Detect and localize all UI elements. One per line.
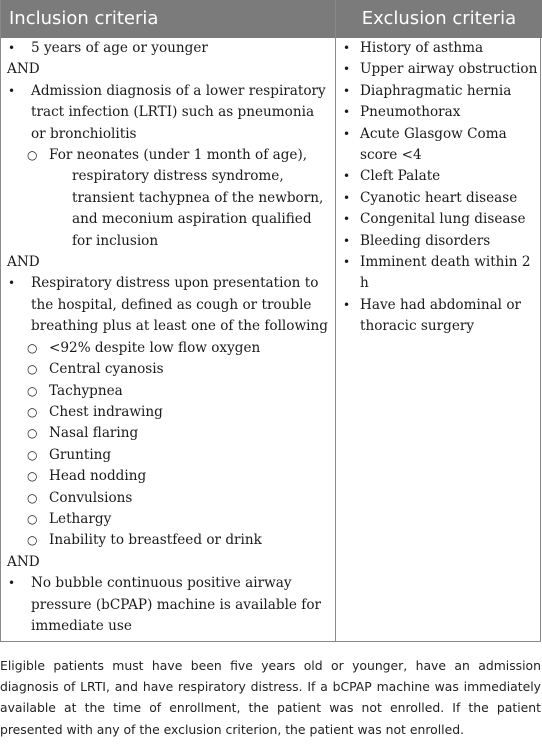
exclusion-item-text: Upper airway obstruction <box>360 61 538 78</box>
bullet-icon: • <box>8 576 16 591</box>
bullet-icon: • <box>343 105 351 120</box>
exclusion-item <box>342 295 538 338</box>
exclusion-item <box>342 252 538 295</box>
inclusion-item <box>7 38 331 59</box>
circle-bullet-icon: ○ <box>27 469 38 484</box>
inclusion-subitem <box>7 402 331 423</box>
bullet-icon: • <box>343 126 351 141</box>
exclusion-item <box>342 166 538 187</box>
exclusion-item-text: History of asthma <box>360 40 484 56</box>
and-connector: AND <box>7 61 40 78</box>
exclusion-column <box>342 38 538 338</box>
bullet-icon: • <box>343 233 351 248</box>
circle-bullet-icon: ○ <box>27 148 38 163</box>
inclusion-subitem <box>7 466 331 487</box>
inclusion-subitem-text: For neonates (under 1 month of age), respiratory distress syndrome, transient tachypnea of the newborn, and meconium aspiration qualified for inclusion <box>49 147 324 249</box>
bullet-icon: • <box>8 276 16 291</box>
inclusion-subitem-text: Grunting <box>49 446 112 463</box>
inclusion-subitem-text: Lethargy <box>49 510 112 527</box>
exclusion-item <box>342 209 538 230</box>
exclusion-item-text: Congenital lung disease <box>360 211 526 228</box>
inclusion-column <box>7 38 331 637</box>
inclusion-subitem-text: <92% despite low flow oxygen <box>49 339 261 356</box>
inclusion-subitem <box>7 509 331 530</box>
inclusion-item-text: Respiratory distress upon presentation to the hospital, defined as cough or trouble breathing plus at least one of the following <box>31 275 328 335</box>
inclusion-subitem <box>7 488 331 509</box>
inclusion-item-text: No bubble continuous positive airway pressure (bCPAP) machine is available for immediate use <box>31 575 322 634</box>
and-connector: AND <box>7 254 40 271</box>
circle-bullet-icon: ○ <box>27 533 38 548</box>
inclusion-item <box>7 81 331 145</box>
inclusion-subitem-text: Nasal flaring <box>49 425 139 442</box>
inclusion-item-text: 5 years of age or younger <box>31 40 208 56</box>
inclusion-subitem-text: Central cyanosis <box>49 361 164 378</box>
circle-bullet-icon: ○ <box>27 404 38 419</box>
bullet-icon: • <box>8 83 16 98</box>
inclusion-subitem-text: Chest indrawing <box>49 403 163 420</box>
inclusion-header: Inclusion criteria <box>1 0 335 38</box>
exclusion-item-text: Cyanotic heart disease <box>360 189 518 206</box>
inclusion-subitem <box>7 359 331 380</box>
inclusion-subitem <box>7 338 331 359</box>
inclusion-subitem-text: Inability to breastfeed or drink <box>49 532 262 549</box>
circle-bullet-icon: ○ <box>27 362 38 377</box>
column-divider <box>335 0 336 642</box>
bullet-icon: • <box>343 169 351 184</box>
exclusion-item <box>342 231 538 252</box>
inclusion-item-text: Admission diagnosis of a lower respiratory tract infection (LRTI) such as pneumonia or bronchiolitis <box>31 82 326 142</box>
exclusion-item <box>342 102 538 123</box>
circle-bullet-icon: ○ <box>27 340 38 355</box>
bullet-icon: • <box>343 190 351 205</box>
bullet-icon: • <box>343 83 351 98</box>
inclusion-item <box>7 573 331 637</box>
exclusion-item-text: Diaphragmatic hernia <box>360 82 512 99</box>
inclusion-subitem <box>7 530 331 551</box>
circle-bullet-icon: ○ <box>27 511 38 526</box>
exclusion-item-text: Bleeding disorders <box>360 232 491 249</box>
circle-bullet-icon: ○ <box>27 426 38 441</box>
exclusion-header: Exclusion criteria <box>336 0 542 38</box>
inclusion-subitem-text: Head nodding <box>49 468 147 485</box>
bullet-icon: • <box>343 62 351 77</box>
bullet-icon: • <box>343 255 351 270</box>
exclusion-item <box>342 59 538 80</box>
circle-bullet-icon: ○ <box>27 490 38 505</box>
exclusion-item <box>342 38 538 59</box>
exclusion-item <box>342 81 538 102</box>
inclusion-item <box>7 273 331 337</box>
circle-bullet-icon: ○ <box>27 447 38 462</box>
inclusion-subitem-text: Convulsions <box>49 489 133 506</box>
exclusion-item-text: Cleft Palate <box>360 168 441 185</box>
bullet-icon: • <box>343 297 351 312</box>
circle-bullet-icon: ○ <box>27 383 38 398</box>
exclusion-item-text: Acute Glasgow Coma score <4 <box>360 125 507 164</box>
exclusion-item-text: Imminent death within 2 h <box>360 254 531 292</box>
inclusion-subitem <box>7 423 331 444</box>
inclusion-subitem <box>7 445 331 466</box>
exclusion-item <box>342 188 538 209</box>
table-footnote: Eligible patients must have been five years old or younger, have an admission diagnosis of LRTI, and have respiratory distress. If a bCPAP machine was immediately available at the time of enrollment, the patient was not enrolled. If the patient presented with any of the exclusion criterion, the patient was not enrolled. <box>0 658 541 737</box>
bullet-icon: • <box>343 41 351 55</box>
inclusion-subitem-text: Tachypnea <box>49 382 123 399</box>
bullet-icon: • <box>343 212 351 227</box>
inclusion-subitem <box>7 145 331 252</box>
bullet-icon: • <box>8 41 16 55</box>
exclusion-item <box>342 124 538 167</box>
inclusion-subitem <box>7 381 331 402</box>
exclusion-item-text: Pneumothorax <box>360 104 461 121</box>
and-connector: AND <box>7 553 40 570</box>
exclusion-item-text: Have had abdominal or thoracic surgery <box>360 296 522 335</box>
